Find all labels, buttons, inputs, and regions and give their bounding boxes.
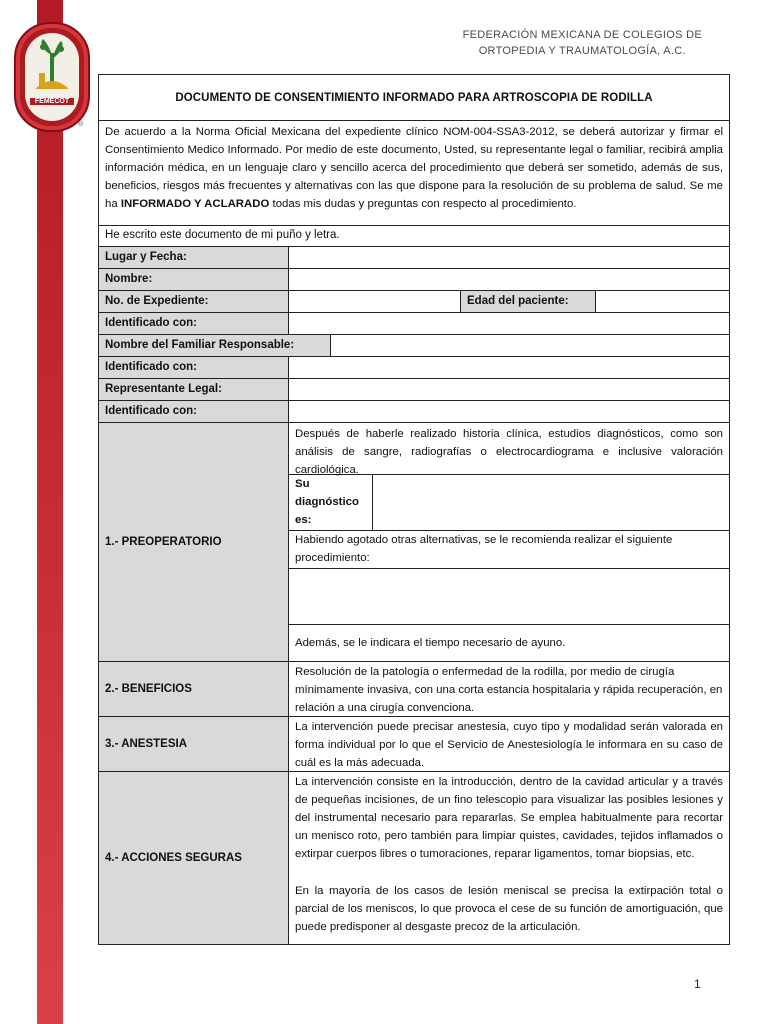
intro-text-2: todas mis dudas y preguntas con respecto al procedimiento. [269,198,577,210]
logo-label: FEMECOT [30,98,74,105]
diagnostico-input[interactable] [373,475,729,530]
field-row-representante [99,379,729,401]
handwritten-note: He escrito este documento de mi puño y letra. [99,226,729,247]
identificado-label-3: Identificado con: [99,401,289,422]
anestesia-body [289,717,729,771]
procedimiento-text: Habiendo agotado otras alternativas, se le recomienda realizar el siguiente procedimiento: [289,531,729,569]
field-row-nombre [99,269,729,291]
field-row-lugar-fecha [99,247,729,269]
acciones-label: 4.- ACCIONES SEGURAS [99,772,289,944]
nombre-label: Nombre: [99,269,289,290]
identificado-label-2: Identificado con: [99,357,289,378]
ayuno-text: Además, se le indicara el tiempo necesario de ayuno. [295,637,566,649]
section-beneficios [99,662,729,717]
tree-emblem-icon [25,33,79,121]
beneficios-text: Resolución de la patología o enfermedad de la rodilla, por medio de cirugía mínimamente invasiva, con una corta estancia hospitalaria y rápida recuperación, en relación a una cirugía convenciona. [295,666,723,714]
beneficios-body [289,662,729,716]
identificado-input-1[interactable] [289,313,729,334]
expediente-label: No. de Expediente: [99,291,289,312]
anestesia-text: La intervención puede precisar anestesia, cuyo tipo y modalidad serán valorada en forma individual por lo que el Servicio de Anestesiología le informara en su caso de cuál es la más adecuada. [295,721,723,769]
identificado-input-2[interactable] [289,357,729,378]
organization-header [463,27,702,59]
page-number: 1 [694,977,701,991]
field-row-familiar [99,335,729,357]
expediente-input[interactable] [289,291,461,312]
diagnostico-label-line-2: diagnóstico [295,496,359,508]
preoperatorio-label: 1.- PREOPERATORIO [99,423,289,661]
anestesia-label: 3.- ANESTESIA [99,717,289,771]
identificado-label-1: Identificado con: [99,313,289,334]
lugar-fecha-input[interactable] [289,247,729,268]
section-preoperatorio [99,423,729,662]
familiar-label: Nombre del Familiar Responsable: [99,335,331,356]
field-row-identificado-2 [99,357,729,379]
diagnostico-label-line-3: es: [295,514,312,526]
section-acciones-seguras [99,772,729,944]
field-row-identificado-3 [99,401,729,423]
decorative-red-sidebar [37,0,63,1024]
registered-mark: ® [78,121,84,128]
section-anestesia [99,717,729,772]
acciones-text-2: En la mayoría de los casos de lesión meniscal se precisa la extirpación total o parcial de los meniscos, lo que provoca el cese de su función de amortiguación, que puede predisponer al desgaste precoz de la articulación. [295,885,723,933]
identificado-input-3[interactable] [289,401,729,422]
intro-bold: INFORMADO Y ACLARADO [120,198,270,210]
representante-label: Representante Legal: [99,379,289,400]
beneficios-label: 2.- BENEFICIOS [99,662,289,716]
field-row-identificado-1 [99,313,729,335]
diagnostico-label [289,475,373,530]
intro-text-1: De acuerdo a la Norma Oficial Mexicana del expediente clínico NOM-004-SSA3-2012, se deberá autorizar y firmar el Consentimiento Medico Informado. Por medio de este documento, Usted, su representante legal o familiar, recibirá amplia información médica, en un lenguaje claro y sencillo acerca del procedimiento que deberá ser sometido, además de sus, beneficios, riesgos más frecuentes y alternativas con las que dispone para la resolución de su problema de salud. Se me ha [105,126,723,210]
familiar-input[interactable] [331,335,729,356]
nombre-input[interactable] [289,269,729,290]
org-line-1: FEDERACIÓN MEXICANA DE COLEGIOS DE [462,29,702,41]
representante-input[interactable] [289,379,729,400]
lugar-fecha-label: Lugar y Fecha: [99,247,289,268]
procedimiento-input[interactable] [289,569,729,625]
preoperatorio-body [289,423,729,661]
diagnostico-row [289,475,729,531]
logo-emblem [25,33,79,121]
edad-label: Edad del paciente: [461,291,596,312]
diagnostico-label-line-1: Su [295,478,310,490]
consent-form [98,74,730,945]
intro-paragraph [99,121,729,226]
org-line-2: ORTOPEDIA Y TRAUMATOLOGÍA, A.C. [478,45,686,57]
acciones-text-1: La intervención consiste en la introducción, dentro de la cavidad articular y a través de pequeñas incisiones, de un fino telescopio para visualizar las posibles lesiones y del instrumental necesario para repararlas. Se emplea habitualmente para recortar un menisco roto, pero también para limpiar quistes, cavidades, tejidos inflamados o extirpar cuerpos libres o tumoraciones, reparar ligamentos, tomar biopsias, etc. [295,776,723,860]
edad-input[interactable] [596,291,729,312]
field-row-expediente [99,291,729,313]
preoperatorio-intro: Después de haberle realizado historia clínica, estudios diagnósticos, como son análisis de sangre, radiografías o electrocardiograma e inclusive valoración cardiológica. [289,423,729,475]
document-title: DOCUMENTO DE CONSENTIMIENTO INFORMADO PARA ARTROSCOPIA DE RODILLA [99,75,729,121]
acciones-body [289,772,729,944]
femecot-logo [14,22,90,132]
